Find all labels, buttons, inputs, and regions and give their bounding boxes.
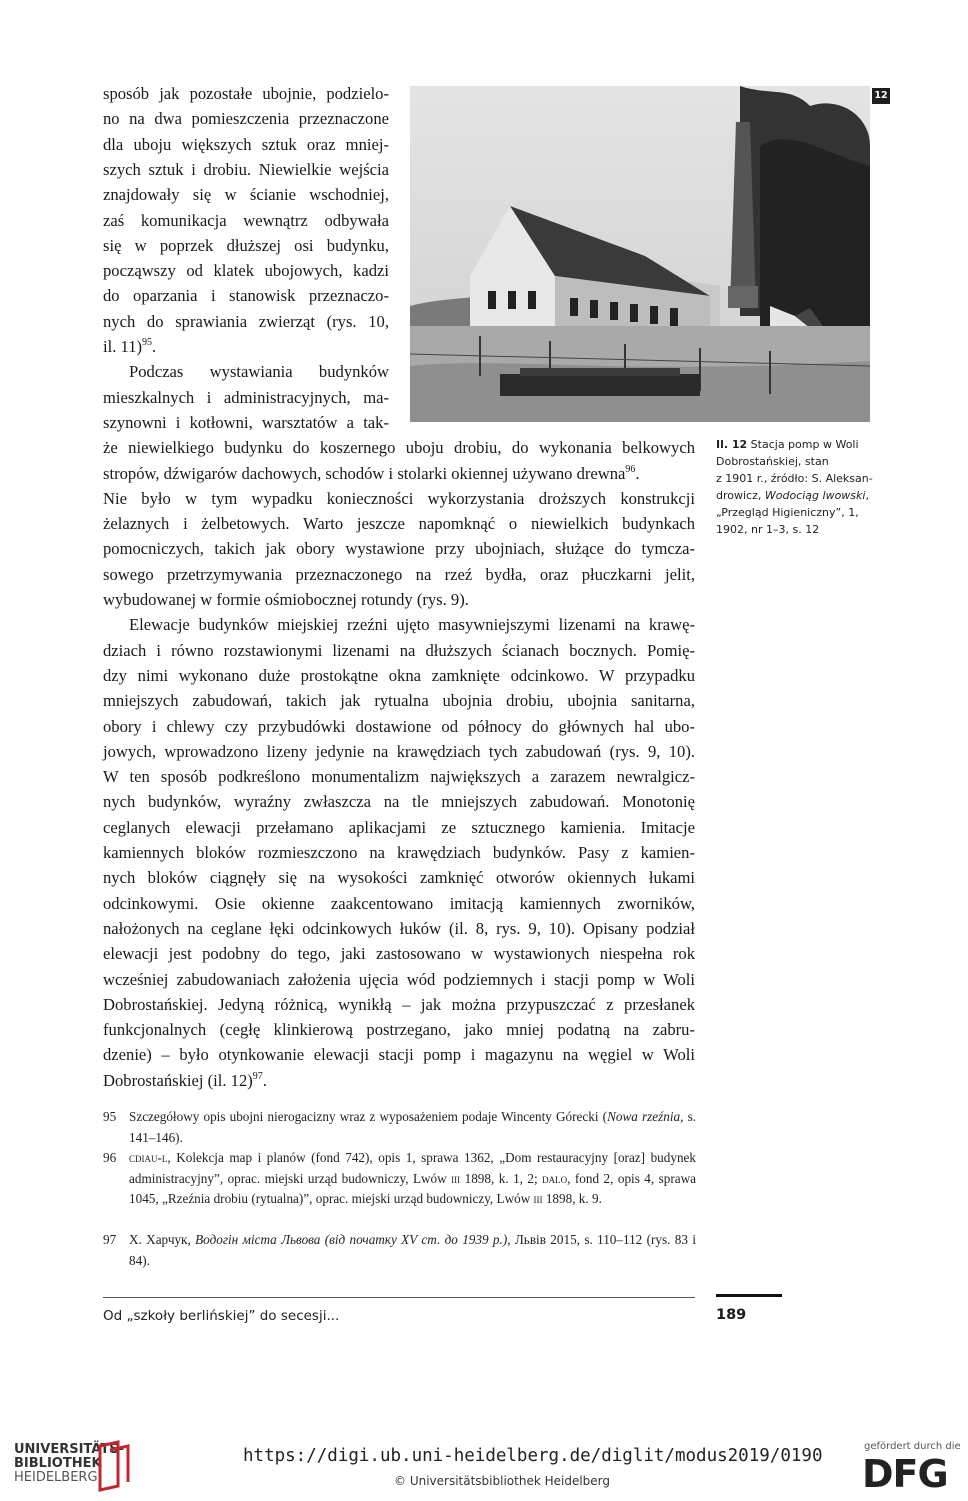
library-name-line3: HEIDELBERG [14, 1470, 98, 1485]
body-line: W ten sposób podkreślono monumentalizm największych a zarazem newralgicz- [103, 767, 695, 787]
body-line: sowego przetrzymywania przeznaczonego na rzeź bydła, oraz płuczkarni jelit, [103, 564, 695, 584]
library-logo-icon [96, 1440, 136, 1492]
library-name-line1: UNIVERSITÄTS- [14, 1442, 124, 1457]
body-line: obory i chlewy czy przybudówki dostawione od północy do głównych hal ubo- [103, 716, 695, 736]
footnote [103, 1107, 696, 1148]
body-line: sposób jak pozostałe ubojnie, podzielo- [103, 84, 389, 103]
body-line: Elewacje budynków miejskiej rzeźni ujęto masywniejszymi lizenami na krawę- [129, 615, 695, 635]
page-number-rule [716, 1294, 782, 1297]
body-line: no na dwa pomieszczenia przeznaczone [103, 109, 389, 129]
running-title: Od „szkoły berlińskiej” do secesji... [103, 1308, 340, 1324]
figure-number-badge: 12 [872, 88, 890, 104]
body-line: Podczas wystawiania budynków [129, 362, 389, 382]
footnote-ref[interactable]: 95 [142, 337, 153, 348]
footnote-text: cdiau-l, Kolekcja map i planów (fond 742), opis 1, sprawa 1362, „Dom restauracyjny [oraz] budynek administracyjny”, oprac. miejski urząd budowniczy, Lwów iii 1898, k. 1, 2; dalo, fond 2, opis 4, sprawa 1045, „Rzeźnia drobiu (rytualna)”, oprac. miejski urząd budowniczy, Lwów iii 1898, k. 9. [129, 1150, 696, 1207]
caption-label: Il. 12 [716, 438, 748, 451]
bottom-banner [0, 1432, 968, 1501]
body-line: szych sztuk i drobiu. Niewielkie wejścia [103, 159, 389, 179]
body-line: mieszkalnych i administracyjnych, ma- [103, 387, 389, 407]
body-line: nych do sprawiania zwierząt (rys. 10, [103, 311, 389, 331]
footnote [103, 1148, 696, 1210]
body-line: stropów, dźwigarów dachowych, schodów i stolarki okiennej używano drewna$^{96}$. [103, 463, 640, 483]
body-line: odcinkowymi. Osie okienne zaakcentowano imitacją kamiennych zworników, [103, 893, 695, 913]
caption-line: Dobrostańskiej, stan [716, 455, 829, 468]
footnote-number: 96 [103, 1150, 117, 1165]
permalink-url[interactable]: https://digi.ub.uni-heidelberg.de/diglit/modus2019/0190 [243, 1446, 823, 1466]
figure-caption [716, 436, 876, 538]
body-line: znajdowały się w ścianie wschodniej, [103, 185, 389, 205]
body-line: elewacji jest podobny do tego, jaki zastosowano w wystawionych niespełna rok [103, 944, 695, 964]
caption-line: Il. 12 Stacja pomp w Woli [716, 438, 859, 451]
caption-line: „Przegląd Higieniczny”, 1, [716, 506, 859, 519]
body-line: dziach i równo rozstawionymi lizenami na dłuższych ścianach bocznych. Pomię- [103, 640, 695, 660]
footnote [103, 1230, 696, 1271]
body-line: Nie było w tym wypadku konieczności wykorzystania droższych konstrukcji [103, 488, 695, 508]
sponsor-caption: gefördert durch die [864, 1441, 961, 1452]
body-line: dzy nimi wykonano duże prostokątne okna zamknięte odcinkowo. W przypadku [103, 665, 695, 685]
body-line: jowych, wprowadzono lizeny jedynie na krawędziach tych zabudowań (rys. 9, 10). [103, 741, 695, 761]
body-line: funkcjonalnych (cegłę klinkierową postrzegano, jako mniej podatną na zabru- [103, 1020, 695, 1040]
body-line: się w poprzek dłuższej osi budynku, [103, 235, 389, 255]
library-name-line2: BIBLIOTHEK [14, 1456, 102, 1471]
body-line: do oparzania i stanowisk przeznaczo- [103, 286, 389, 306]
body-line: nych budynków, wyraźny zwłaszcza na tle mniejszych zabudowań. Monotonię [103, 792, 695, 812]
body-line: począwszy od klatek ubojowych, kadzi [103, 261, 389, 281]
body-line: ceglanych elewacji przełamano aplikacjami ze sztucznego kamienia. Imitacje [103, 817, 695, 837]
footnote-text: Х. Харчук, Водогін міста Львова (від початку XV ст. до 1939 р.), Львів 2015, s. 110–112 (rys. 83 i 84). [129, 1232, 696, 1268]
pump-station-photo [410, 86, 870, 422]
footnote-ref[interactable]: 97 [252, 1070, 263, 1082]
body-line: że niewielkiego budynku do koszernego uboju drobiu, do wykonania belkowych [103, 438, 695, 458]
body-line: zaś komunikacja wewnątrz odbywała [103, 210, 389, 230]
body-line: Dobrostańskiej (il. 12)$^{97}$. [103, 1070, 267, 1090]
body-line: Dobrostańskiej. Jedyną różnicą, wynikłą – jak można przypuszczać z przesłanek [103, 994, 695, 1014]
figure-photo [410, 86, 870, 422]
body-line: mniejszych zabudowań, takich jak rytualna ubojnia drobiu, ubojnia sanitarna, [103, 691, 695, 711]
body-line: il. 11)$^{95}$. [103, 337, 157, 356]
body-line: nałożonych na ceglane łęki odcinkowych łuków (il. 8, rys. 9, 10). Opisany podział [103, 918, 695, 938]
body-line: pomocniczych, takich jak obory wystawione przy ubojniach, służące do tymcza- [103, 539, 695, 559]
body-line: dla uboju większych sztuk oraz mniej- [103, 134, 389, 154]
body-line: kamiennych bloków rozmieszczono na krawędziach budynków. Pasy z kamien- [103, 843, 695, 862]
footnote-text: Szczegółowy opis ubojni nierogacizny wraz z wyposażeniem podaje Wincenty Górecki (Nowa rzeźnia, s. 141–146). [129, 1109, 696, 1145]
dfg-logo: DFG [862, 1452, 948, 1496]
body-line: żelaznych i żelbetowych. Warto jeszcze napomknąć o niewielkich budynkach [103, 514, 695, 534]
footnote-number: 97 [103, 1232, 117, 1247]
page-number: 189 [716, 1307, 747, 1323]
body-line: wybudowanej w formie ośmiobocznej rotundy (rys. 9). [103, 590, 469, 609]
caption-line: z 1901 r., źródło: S. Aleksan- [716, 472, 873, 485]
footnote-number: 95 [103, 1109, 117, 1124]
body-line: nych bloków ciągnęły się na wysokości zamknięć otworów okiennych łukami [103, 868, 695, 888]
body-line: szynowni i kotłowni, warsztatów a tak- [103, 412, 389, 432]
caption-line: drowicz, Wodociąg lwowski, [716, 489, 869, 502]
copyright-notice: © Universitätsbibliothek Heidelberg [394, 1474, 611, 1488]
caption-line: 1902, nr 1–3, s. 12 [716, 523, 820, 536]
body-line: wcześniej zabudowaniach założenia ujęcia wód podziemnych i stacji pomp w Woli [103, 969, 695, 989]
footer-rule [103, 1297, 695, 1298]
footnote-ref[interactable]: 96 [625, 463, 636, 475]
body-line: dzenie) – było otynkowanie elewacji stacji pomp i magazynu na węgiel w Woli [103, 1045, 695, 1065]
